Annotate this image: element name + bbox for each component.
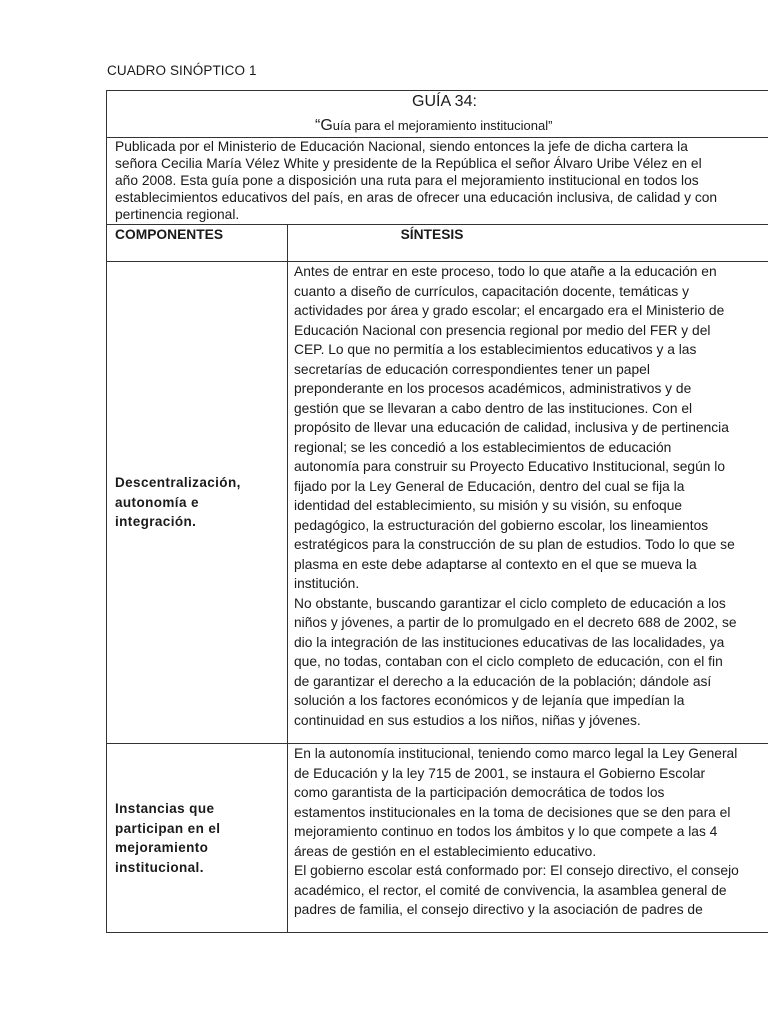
text-line: áreas de gestión en el establecimiento educativo. [294,843,597,859]
text-line: niños y jóvenes, a partir de lo promulgado en el decreto 688 de 2002, se [294,615,737,630]
text-line: secretarías de educación correspondientes tener un papel [294,361,650,377]
title-row [107,91,768,138]
text-line: padres de familia, el consejo directivo y la asociación de padres de [294,902,703,917]
table-row [107,262,768,744]
intro-line: señora Cecilia María Vélez White y presidente de la República el señor Álvaro Uribe Vélez en el [115,156,702,171]
synthesis-text [288,744,768,933]
text-line: de Educación y la ley 715 de 2001, se instaura el Gobierno Escolar [294,765,706,781]
text-line: estamentos institucionales en la toma de decisiones que se den para el [294,804,731,820]
text-line: propósito de llevar una educación de calidad, inclusiva y de pertinencia [294,420,729,435]
text-line: Educación Nacional con presencia regional por medio del FER y del [294,322,711,338]
text-line: regional; se les concedió a los establecimientos de educación [294,439,672,455]
text-line: preponderante en los procesos académicos, administrativos y de [294,381,692,396]
intro-line: pertinencia regional. [115,207,240,222]
text-line: de garantizar el derecho a la educación de la población; dándole así [294,673,712,689]
intro-row [107,138,768,225]
subtitle-initial: G [320,117,333,134]
text-line: continuidad en sus estudios a los niños, niñas y jóvenes. [294,712,641,728]
subtitle-quote: “ [315,117,321,134]
text-line: como garantista de la participación democrática de todos los [294,785,665,800]
text-line: En la autonomía institucional, teniendo como marco legal la Ley General [294,746,738,761]
text-line: que, no todas, contaban con el ciclo completo de educación, con el fin [294,654,723,669]
intro-paragraph [107,138,768,225]
text-line: dio la integración de las instituciones educativas de las localidades, ya [294,634,725,650]
text-line: mejoramiento continuo en todos los ámbitos y lo que compete a las 4 [294,824,718,839]
text-line: pedagógico, la estructuración del gobierno escolar, los lineamientos [294,517,709,533]
text-line: actividades por área y grado escolar; el encargado era el Ministerio de [294,303,725,318]
guide-title: GUÍA 34: [412,93,477,110]
synoptic-table [106,90,768,933]
text-line: cuanto a diseño de currículos, capacitación docente, temáticas y [294,283,689,299]
synthesis-text [288,262,768,744]
text-line: El gobierno escolar está conformado por: El consejo directivo, el consejo [294,863,739,878]
text-line: académico, el rector, el comité de convivencia, la asamblea general de [294,882,727,898]
text-line: autonomía para construir su Proyecto Educativo Institucional, según lo [294,459,726,474]
component-label: Descentralización, autonomía e integración. [107,262,288,744]
text-line: identidad del establecimiento, su misión y su visión, su enfoque [294,498,683,513]
text-line: plasma en este debe adaptarse al contexto en el que se mueva la [294,556,697,572]
text-line: solución a los factores económicos y de lejanía que impedían la [294,693,685,708]
text-line: fijado por la Ley General de Educación, dentro del cual se fija la [294,478,685,494]
text-line: gestión que se llevaran a cabo dentro de las instituciones. Con el [294,400,693,416]
text-line: estratégicos para la construcción de su plan de estudios. Todo lo que se [294,537,735,552]
header-synthesis: SÍNTESIS [288,225,768,262]
text-line: Antes de entrar en este proceso, todo lo que atañe a la educación en [294,264,717,279]
subtitle-rest: uía para el mejoramiento institucional” [332,118,553,133]
text-line: institución. [294,576,360,591]
table-row [107,744,768,933]
text-line: CEP. Lo que no permitía a los establecimientos educativos y a las [294,342,697,357]
guide-subtitle [315,117,552,135]
intro-line: año 2008. Esta guía pone a disposición una ruta para el mejoramiento institucional en todos los [115,173,699,188]
intro-line: establecimientos educativos del país, en aras de ofrecer una educación inclusiva, de calidad y con [115,190,718,205]
header-components: COMPONENTES [107,225,288,262]
header-row [107,225,768,262]
text-line: No obstante, buscando garantizar el ciclo completo de educación a los [294,595,726,611]
component-label: Instancias que participan en el mejoramiento institucional. [107,744,288,933]
intro-line: Publicada por el Ministerio de Educación Nacional, siendo entonces la jefe de dicha cartera la [115,139,688,154]
title-cell [107,91,768,138]
document-heading: CUADRO SINÓPTICO 1 [107,63,257,78]
